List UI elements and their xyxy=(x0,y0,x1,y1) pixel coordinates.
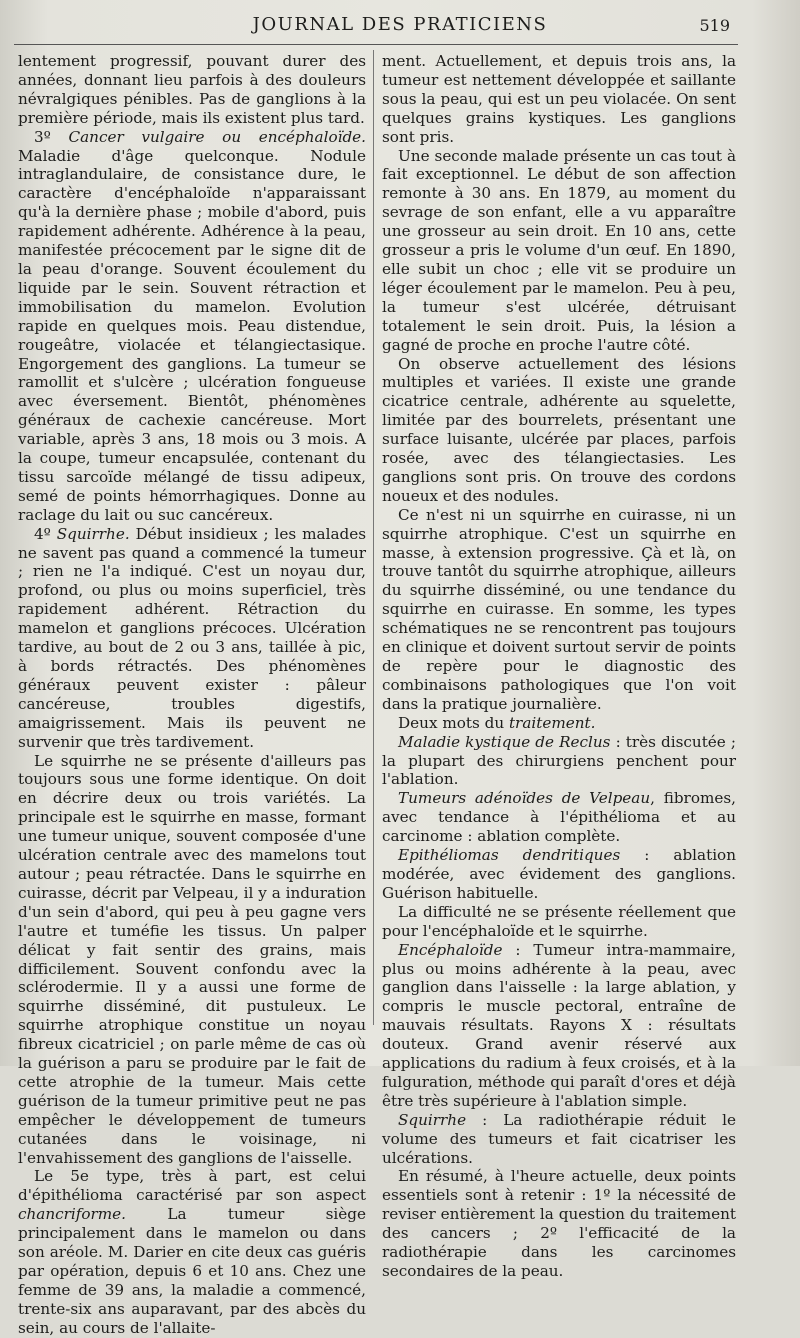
item-heading: Cancer vulgaire ou encéphaloïde. xyxy=(68,127,367,146)
paragraph-text: Le squirrhe ne se présente d'ailleurs pas toujours sous une forme identique. On doit en décrire deux ou trois variétés. La principale est le squirrhe en masse, formant une tumeur unique, souvent composée d'une ulcération centrale avec des mamelons tout autour ; peau rétractée. Dans le squirrhe en cuirasse, décrit par Velpeau, il y a induration d'un sein d'abord, qui peu à peu gagne vers l'autre et tuméfie les tissus. Un palper délicat y fait sentir des grains, mais difficilement. Souvent confondu avec la sclérodermie. Il y a aussi une forme de squirrhe disséminé, dit pustuleux. Le squirrhe atrophique constitue un noyau fibreux cicatriciel ; on parle même de cas où la guérison a paru se produire par le fait de cette atrophie de la tumeur. Mais cette guérison de la tumeur primitive peut ne pas empêcher le développement de tumeurs cutanées dans le voisinage, ni l'envahissement des ganglions de l'aisselle. xyxy=(18,751,366,1167)
item-heading: Maladie kystique de Reclus xyxy=(398,732,611,751)
paragraph-text: Une seconde malade présente un cas tout à fait exceptionnel. Le début de son affection remonte à 30 ans. En 1879, au moment du sevrage de son enfant, elle a vu apparaître une grosseur au sein droit. En 10 ans, cette grosseur a pris le volume d'un œuf. En 1890, elle subit un choc ; elle vit se produire un léger écoulement par le mamelon. Peu à peu, la tumeur s'est ulcérée, détruisant totalement le sein droit. Puis, la lésion a gagné de proche en proche l'autre côté. xyxy=(382,146,736,354)
paragraph-text: Maladie d'âge quelconque. Nodule intraglandulaire, de consistance dure, le caractère d'encéphaloïde n'apparaissant qu'à la dernière phase ; mobile d'abord, puis rapidement adhérente. Adhérence à la peau, manifestée précocement par le signe dit de la peau d'orange. Souvent écoulement du liquide par le sein. Souvent rétraction et immobilisation du mamelon. Evolution rapide en quelques mois. Peau distendue, rougeâtre, violacée et télangiectasique. Engorgement des ganglions. La tumeur se ramollit et s'ulcère ; ulcération fongueuse avec éversement. Bientôt, phénomènes généraux de cachexie cancéreuse. Mort variable, après 3 ans, 18 mois ou 3 mois. A la coupe, tumeur encapsulée, contenant du tissu sarcoïde mélangé de tissu adipeux, semé de points hémorrhagiques. Donne au raclage du lait ou suc cancéreux. xyxy=(18,146,366,524)
paragraph-text: : Tumeur intra-mammaire, plus ou moins adhérente à la peau, avec ganglion dans l'aisselle : la large ablation, y compris le muscle pectoral, entraîne de mauvais résultats. Rayons X : résultats douteux. Grand avenir réservé aux applications du radium à feux croisés, et à la fulguration, méthode qui paraît d'ores et déjà être très supérieure à l'ablation simple. xyxy=(382,940,736,1110)
paragraph-text: : très discutée ; la plupart des chirurgiens penchent pour l'ablation. xyxy=(382,732,736,789)
paragraph xyxy=(18,1167,366,1337)
paragraph xyxy=(18,752,366,1168)
paragraph xyxy=(382,733,736,790)
paragraph-text: lentement progressif, pouvant durer des années, donnant lieu parfois à des douleurs névralgiques pénibles. Pas de ganglions à la première période, mais ils existent plus tard. xyxy=(18,52,366,127)
paragraph-text: La difficulté ne se présente réellement que pour l'encéphaloïde et le squirrhe. xyxy=(382,902,736,940)
paragraph-text: Deux mots du xyxy=(398,713,509,732)
paragraph xyxy=(382,52,736,147)
paragraph xyxy=(382,506,736,714)
paragraph xyxy=(382,1111,736,1168)
item-heading: Tumeurs adénoïdes de Velpeau xyxy=(398,789,651,808)
column-divider xyxy=(373,50,374,1025)
paragraph xyxy=(382,714,736,733)
paragraph-text: Ce n'est ni un squirrhe en cuirasse, ni un squirrhe atrophique. C'est un squirrhe en masse, à extension progressive. Çà et là, on trouve tantôt du squirrhe atrophique, ailleurs du squirrhe disséminé, ou une tendance du squirrhe en cuirasse. En somme, les types schématiques ne se rencontrent pas toujours en clinique et doivent surtout servir de points de repère pour le diagnostic des combinaisons pathologiques que l'on voit dans la pratique journalière. xyxy=(382,505,736,713)
item-heading: Encéphaloïde xyxy=(398,940,503,959)
paragraph-text: Le 5e type, très à part, est celui d'épithélioma caractérisé par son aspect xyxy=(18,1167,366,1205)
page-number: 519 xyxy=(699,16,730,35)
paragraph xyxy=(18,525,366,752)
paragraph xyxy=(382,355,736,506)
item-heading: chancriforme. xyxy=(18,1205,126,1224)
paragraph-text: : La radiothérapie réduit le volume des tumeurs et fait cicatriser les ulcérations. xyxy=(382,1110,736,1167)
journal-title: JOURNAL DES PRATICIENS xyxy=(252,14,548,35)
paragraph xyxy=(382,1167,736,1280)
item-heading: Squirrhe. xyxy=(56,524,130,543)
paragraph-text: : ablation modérée, avec évidement des ganglions. Guérison habituelle. xyxy=(382,846,736,902)
paragraph xyxy=(18,52,366,128)
paragraph xyxy=(382,789,736,846)
header-rule xyxy=(14,44,738,45)
item-heading: Squirrhe xyxy=(398,1110,467,1129)
paragraph xyxy=(18,128,366,525)
paragraph-text: En résumé, à l'heure actuelle, deux points essentiels sont à retenir : 1º la nécessité de reviser entièrement la question du traitement des cancers ; 2º l'efficacité de la radiothérapie dans les carcinomes secondaires de la peau. xyxy=(382,1167,736,1280)
item-number: 4º xyxy=(34,524,51,543)
section-heading: traitement. xyxy=(508,713,596,732)
paragraph-text: On observe actuellement des lésions multiples et variées. Il existe une grande cicatrice centrale, adhérente au squelette, limitée par des bourrelets, présentant une surface luisante, ulcérée par places, parfois rosée, avec des télangiectasies. Les ganglions sont pris. On trouve des cordons noueux et des nodules. xyxy=(382,354,736,505)
paragraph xyxy=(382,903,736,941)
running-header xyxy=(0,8,800,42)
item-number: 3º xyxy=(34,127,51,146)
paragraph-text: La tumeur siège principalement dans le mamelon ou dans son aréole. M. Darier en cite deux cas guéris par opération, depuis 6 et 10 ans. Chez une femme de 39 ans, la maladie a commencé, trente-six ans auparavant, par des abcès du sein, au cours de l'allaite- xyxy=(18,1205,366,1337)
left-column xyxy=(18,52,366,1338)
paragraph xyxy=(382,941,736,1111)
item-heading: Epithéliomas dendritiques xyxy=(398,846,621,865)
paragraph-text: , fibromes, avec tendance à l'épithélioma et au carcinome : ablation complète. xyxy=(382,789,736,846)
paragraph-text: ment. Actuellement, et depuis trois ans, la tumeur est nettement développée et saillante sous la peau, qui est un peu violacée. On sent quelques grains kystiques. Les ganglions sont pris. xyxy=(382,52,736,146)
right-column xyxy=(382,52,736,1281)
paragraph xyxy=(382,147,736,355)
paragraph xyxy=(382,846,736,903)
paragraph-text: Début insidieux ; les malades ne savent pas quand a commencé la tumeur ; rien ne l'a indiqué. C'est un noyau dur, profond, ou plus ou moins superficiel, très rapidement adhérent. Rétraction du mamelon et ganglions précoces. Ulcération tardive, au bout de 2 ou 3 ans, taillée à pic, à bords rétractés. Des phénomènes généraux peuvent exister : pâleur cancéreuse, troubles digestifs, amaigrissement. Mais ils peuvent ne survenir que très tardivement. xyxy=(18,524,366,751)
